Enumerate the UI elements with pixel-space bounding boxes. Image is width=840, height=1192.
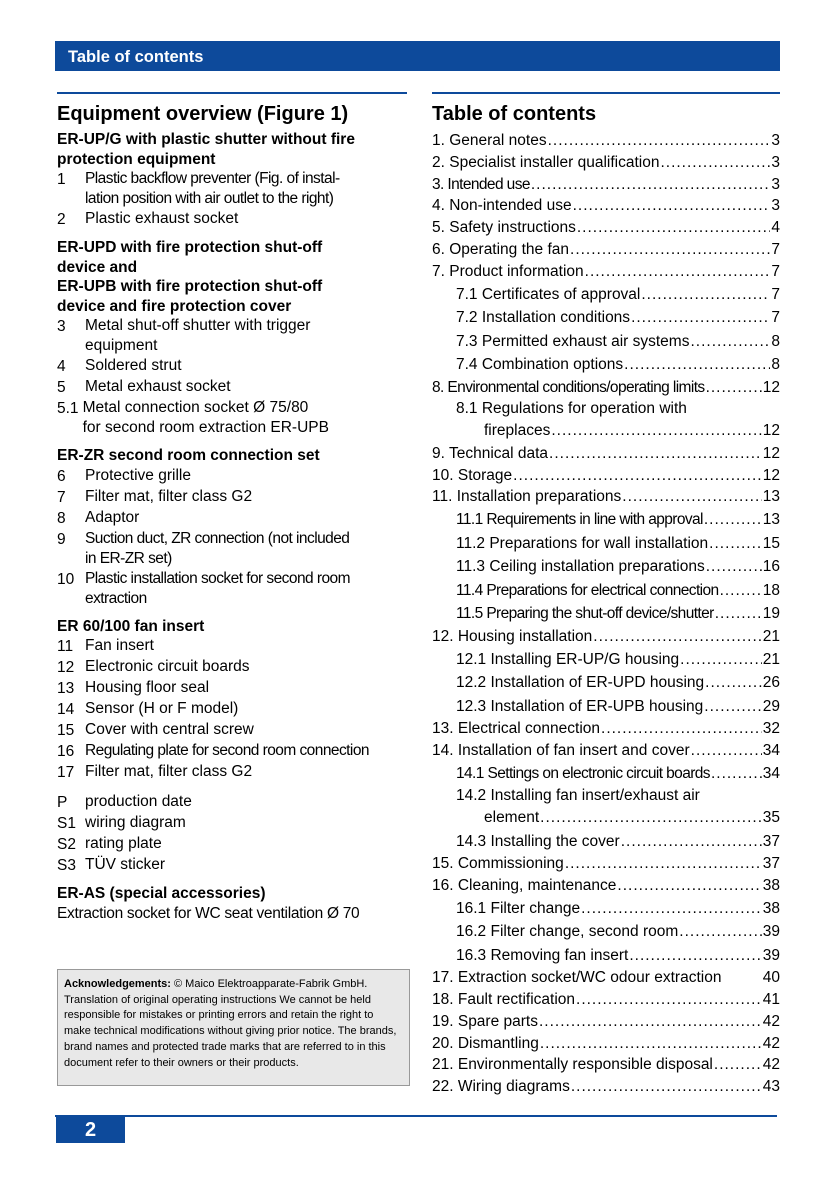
equipment-item — [57, 569, 407, 609]
toc-entry-text: 15. Commissioning — [432, 855, 564, 873]
toc-leader-dots — [570, 239, 770, 261]
equipment-item — [57, 508, 407, 529]
toc-page-number: 13 — [762, 488, 780, 506]
toc-leader-dots — [565, 853, 762, 875]
item-number: 1 — [57, 171, 66, 188]
acknowledgements-label: Acknowledgements: — [64, 978, 171, 990]
item-number: 11 — [57, 638, 74, 655]
item-text-line: Metal shut-off shutter with trigger — [85, 317, 311, 334]
toc-entry[interactable] — [432, 261, 780, 283]
toc-entry[interactable] — [432, 602, 780, 626]
toc-entry[interactable] — [432, 718, 780, 740]
item-number: 14 — [57, 701, 75, 718]
item-text-line: for second room extraction ER-UPB — [82, 419, 329, 436]
item-number: 8 — [57, 509, 66, 527]
toc-leader-dots — [539, 1011, 762, 1033]
toc-page-number: 3 — [771, 153, 780, 171]
legend-item — [57, 855, 407, 876]
item-text — [85, 762, 407, 783]
toc-page-number: 21 — [762, 627, 780, 645]
equipment-groups — [57, 130, 407, 783]
item-text-line: Soldered strut — [85, 357, 182, 374]
item-text — [85, 377, 407, 398]
toc-page-number: 38 — [762, 876, 780, 894]
item-number: 5.1 — [57, 400, 79, 417]
toc-entry-text: 12.3 Installation of ER-UPB housing — [456, 697, 704, 715]
equipment-item — [57, 316, 407, 356]
toc-leader-dots — [660, 152, 770, 174]
item-text — [85, 508, 407, 529]
item-text-line: equipment — [85, 337, 158, 354]
toc-leader-dots — [549, 443, 762, 465]
item-number: 17 — [57, 764, 75, 781]
acknowledgements-box — [57, 969, 410, 1086]
item-text — [85, 741, 407, 762]
toc-entry-text: 1. General notes — [432, 132, 547, 149]
toc-page-number: 34 — [762, 741, 780, 759]
item-number: 13 — [57, 680, 75, 697]
toc-page-number: 7 — [771, 309, 780, 327]
toc-entry-text: 17. Extraction socket/WC odour extraction — [432, 969, 722, 987]
toc-entry-text: 14. Installation of fan insert and cover — [432, 741, 690, 759]
equipment-item — [57, 720, 407, 741]
toc-page-number: 3 — [771, 132, 780, 149]
toc-entry[interactable] — [432, 944, 780, 968]
item-number: 6 — [57, 467, 66, 485]
toc-page-number: 15 — [762, 534, 780, 552]
item-text-line: Metal exhaust socket — [85, 378, 231, 395]
item-text-line: lation position with air outlet to the right) — [85, 190, 334, 207]
toc-entry-text: 11.4 Preparations for electrical connection — [456, 581, 719, 599]
toc-entry[interactable] — [432, 174, 780, 196]
toc-entry-line2 — [456, 419, 780, 443]
toc-entry[interactable] — [432, 239, 780, 261]
toc-leader-dots — [715, 602, 762, 626]
toc-page-number: 12 — [762, 466, 780, 484]
item-text-line: Regulating plate for second room connection — [85, 742, 369, 759]
equipment-item — [57, 487, 407, 508]
toc-entry[interactable] — [432, 532, 780, 556]
toc-entry[interactable] — [432, 626, 780, 648]
toc-entry-text: 16.2 Filter change, second room — [456, 923, 679, 941]
accessories-heading: ER-AS (special accessories) — [57, 885, 266, 902]
equipment-item — [57, 529, 407, 569]
toc-entry[interactable] — [432, 989, 780, 1011]
toc-leader-dots — [548, 130, 771, 152]
item-text-line: Plastic backflow preventer (Fig. of instal- — [85, 170, 340, 187]
toc-page-number: 42 — [762, 1034, 780, 1052]
toc-entry-text: 7. Product information — [432, 262, 584, 280]
toc-entry-text: 10. Storage — [432, 466, 513, 484]
equipment-item — [57, 377, 407, 398]
equipment-item — [57, 169, 407, 209]
toc-entry[interactable] — [432, 283, 780, 307]
equipment-item — [57, 356, 407, 377]
item-text — [85, 466, 407, 487]
item-text — [85, 169, 407, 209]
item-text-line: Adaptor — [85, 508, 140, 526]
toc-leader-dots — [585, 261, 771, 283]
toc-page-number: 3 — [771, 197, 780, 215]
toc-leader-dots — [714, 1054, 762, 1076]
toc-entry-text: 11.3 Ceiling installation preparations — [456, 558, 705, 576]
toc-entry[interactable] — [432, 853, 780, 875]
item-text — [85, 487, 407, 508]
toc-entry[interactable] — [432, 579, 780, 603]
legend-text: rating plate — [85, 835, 162, 852]
toc-leader-dots — [631, 306, 770, 330]
toc-page-number: 34 — [762, 764, 780, 782]
equipment-item — [57, 636, 407, 657]
item-number: 16 — [57, 743, 75, 760]
item-text-line: Suction duct, ZR connection (not included — [85, 529, 350, 547]
toc-page-number: 42 — [762, 1056, 780, 1074]
toc-entry-text-cont: fireplaces — [484, 422, 551, 440]
item-text — [83, 398, 407, 438]
toc-entry[interactable] — [432, 1011, 780, 1033]
toc-entry[interactable] — [432, 967, 780, 989]
legend-code: S2 — [57, 836, 76, 853]
toc-entry-text: 18. Fault rectification — [432, 991, 576, 1009]
toc-leader-dots — [704, 695, 761, 719]
toc-entry-text: 16.3 Removing fan insert — [456, 946, 629, 964]
toc-entry-text: 5. Safety instructions — [432, 219, 576, 237]
item-number: 10 — [57, 570, 75, 588]
toc-entry-text: 11.1 Requirements in line with approval — [456, 511, 703, 529]
item-number: 4 — [57, 358, 66, 375]
item-text-line: Housing floor seal — [85, 679, 210, 696]
toc-entry[interactable] — [432, 486, 780, 508]
toc-entry[interactable] — [432, 398, 780, 443]
toc-page-number: 8 — [771, 332, 780, 350]
toc-entry-text: 14.2 Installing fan insert/exhaust air — [456, 787, 700, 805]
toc-entry-text-cont: element — [484, 809, 540, 827]
toc-page-number: 7 — [771, 285, 780, 303]
toc-entry-text: 12. Housing installation — [432, 627, 593, 645]
item-text-line: Metal connection socket Ø 75/80 — [82, 399, 309, 416]
toc-page-number: 41 — [762, 991, 780, 1009]
item-text — [85, 209, 407, 230]
toc-entry-text: 11.2 Preparations for wall installation — [456, 534, 709, 552]
toc-entry-text: 21. Environmentally responsible disposal — [432, 1056, 713, 1074]
toc-entry-text: 11.5 Preparing the shut-off device/shutter — [456, 605, 714, 623]
equipment-item — [57, 209, 407, 230]
toc-leader-dots — [571, 1076, 762, 1098]
item-text-line: Cover with central screw — [85, 721, 254, 738]
item-text-line: Plastic exhaust socket — [85, 210, 239, 227]
item-number: 3 — [57, 318, 66, 335]
equipment-item — [57, 741, 407, 762]
toc-entry[interactable] — [432, 830, 780, 854]
header-bar — [55, 41, 780, 71]
toc-entry-text: 19. Spare parts — [432, 1012, 538, 1030]
toc-entry-text: 12.2 Installation of ER-UPD housing — [456, 674, 705, 692]
toc-entry[interactable] — [432, 152, 780, 174]
item-text-line: Plastic installation socket for second room — [85, 569, 350, 587]
item-text — [85, 699, 407, 720]
equipment-item — [57, 466, 407, 487]
toc-entry[interactable] — [432, 695, 780, 719]
legend-list — [57, 792, 407, 876]
item-text-line: Filter mat, filter class G2 — [85, 763, 253, 780]
toc-entry[interactable] — [432, 1054, 780, 1076]
toc-entry-text: 16.1 Filter change — [456, 899, 581, 917]
toc-leader-dots — [513, 465, 762, 487]
toc-entry[interactable] — [432, 785, 780, 830]
toc-leader-dots — [617, 875, 761, 897]
equipment-overview-column — [57, 92, 407, 924]
toc-entry[interactable] — [432, 508, 780, 532]
toc-leader-dots — [720, 579, 762, 603]
toc-page-number: 8 — [771, 356, 780, 374]
toc-page-number: 39 — [762, 923, 780, 941]
group-heading-line: device and fire protection cover — [57, 297, 292, 315]
toc-page-number: 21 — [762, 650, 780, 668]
legend-code: S1 — [57, 815, 76, 832]
legend-code: S3 — [57, 857, 76, 874]
equipment-item — [57, 678, 407, 699]
toc-entry-line2 — [456, 806, 780, 830]
equipment-overview-title: Equipment overview (Figure 1) — [57, 103, 349, 125]
item-number: 7 — [57, 488, 66, 506]
toc-entry-text: 11. Installation preparations — [432, 488, 622, 506]
accessories-text: Extraction socket for WC seat ventilation Ø 70 — [57, 904, 360, 922]
toc-list — [432, 130, 780, 1098]
item-text — [85, 529, 407, 569]
item-text — [85, 657, 407, 678]
item-number: 5 — [57, 379, 66, 396]
toc-entry-text: 7.3 Permitted exhaust air systems — [456, 332, 690, 350]
group-heading-line: ER-UP/G with plastic shutter without fire — [57, 131, 355, 148]
toc-entry[interactable] — [432, 762, 780, 786]
equipment-item — [57, 398, 407, 438]
toc-leader-dots — [551, 419, 761, 443]
toc-leader-dots — [680, 648, 762, 672]
group-heading-line: ER-UPB with fire protection shut-off — [57, 278, 323, 295]
toc-entry-text: 12.1 Installing ER-UP/G housing — [456, 650, 680, 668]
legend-item — [57, 792, 407, 813]
toc-entry[interactable] — [432, 920, 780, 944]
toc-entry[interactable] — [432, 443, 780, 465]
toc-entry[interactable] — [432, 1033, 780, 1055]
toc-leader-dots — [641, 283, 770, 307]
toc-page-number: 12 — [762, 444, 780, 462]
item-text — [85, 636, 407, 657]
toc-page-number: 12 — [762, 422, 780, 440]
item-text-line: Protective grille — [85, 466, 191, 484]
legend-item — [57, 834, 407, 855]
equipment-item — [57, 762, 407, 783]
toc-leader-dots — [679, 920, 761, 944]
toc-page-number: 4 — [771, 219, 780, 237]
toc-page-number: 42 — [762, 1012, 780, 1030]
toc-page-number: 7 — [771, 262, 780, 280]
header-title: Table of contents — [68, 48, 204, 66]
equipment-item — [57, 699, 407, 720]
toc-entry[interactable] — [432, 875, 780, 897]
group-heading — [57, 617, 407, 637]
legend-text: production date — [85, 793, 192, 810]
toc-leader-dots — [629, 944, 761, 968]
item-text — [85, 569, 407, 609]
toc-leader-dots — [576, 989, 762, 1011]
toc-entry[interactable] — [432, 377, 780, 399]
toc-entry-text: 8. Environmental conditions/operating limits — [432, 378, 705, 396]
legend-code: P — [57, 794, 68, 811]
toc-page-number: 39 — [762, 946, 780, 964]
toc-page-number: 37 — [762, 855, 780, 873]
toc-entry[interactable] — [432, 648, 780, 672]
acknowledgements-text: © Maico Elektroapparate-Fabrik GmbH. Translation of original operating instructions We cannot be held responsible for mistakes or printing errors and retain the right to make technical modifications without giving prior notice. The brands, brand names and protected trade marks that are referred to in this document refer to their owners or their products. — [64, 978, 397, 1069]
legend-item — [57, 813, 407, 834]
toc-leader-dots — [577, 217, 771, 239]
toc-entry-text: 8.1 Regulations for operation with — [456, 400, 687, 418]
toc-entry[interactable] — [432, 130, 780, 152]
toc-page-number: 7 — [771, 240, 780, 258]
item-text-line: Sensor (H or F model) — [85, 700, 239, 717]
item-text-line: Electronic circuit boards — [85, 658, 250, 675]
toc-page-number: 40 — [762, 969, 780, 987]
group-heading-line: protection equipment — [57, 150, 216, 168]
toc-entry[interactable] — [432, 740, 780, 762]
item-text-line: Fan insert — [85, 637, 154, 654]
group-heading-line: ER-ZR second room connection set — [57, 447, 320, 464]
toc-page-number: 13 — [762, 511, 780, 529]
toc-entry-text: 16. Cleaning, maintenance — [432, 876, 617, 894]
toc-page-number: 16 — [762, 558, 780, 576]
toc-entry[interactable] — [432, 465, 780, 487]
item-text — [85, 316, 407, 356]
toc-leader-dots — [621, 830, 762, 854]
group-heading-line: ER-UPD with fire protection shut-off — [57, 239, 323, 256]
toc-column — [432, 92, 780, 1098]
toc-entry-text: 13. Electrical connection — [432, 720, 601, 738]
group-heading — [57, 238, 407, 316]
toc-entry-text: 14.3 Installing the cover — [456, 832, 620, 850]
equipment-item — [57, 657, 407, 678]
toc-leader-dots — [581, 897, 762, 921]
toc-leader-dots — [593, 626, 761, 648]
toc-entry-text: 7.2 Installation conditions — [456, 309, 631, 327]
toc-entry-text: 3. Intended use — [432, 175, 530, 193]
toc-leader-dots — [624, 353, 770, 377]
toc-leader-dots — [531, 174, 771, 196]
toc-entry[interactable] — [432, 195, 780, 217]
toc-leader-dots — [691, 740, 762, 762]
legend-text: wiring diagram — [85, 814, 186, 831]
toc-entry[interactable] — [432, 555, 780, 579]
group-heading-line: ER 60/100 fan insert — [57, 617, 205, 635]
toc-page-number: 43 — [762, 1078, 780, 1096]
toc-entry-text: 2. Specialist installer qualification — [432, 153, 660, 171]
item-number: 2 — [57, 211, 66, 228]
footer-rule — [55, 1115, 777, 1117]
toc-leader-dots — [705, 671, 762, 695]
toc-entry-text: 7.1 Certificates of approval — [456, 285, 641, 303]
toc-leader-dots — [711, 762, 762, 786]
toc-page-number: 38 — [762, 899, 780, 917]
item-number: 12 — [57, 659, 75, 676]
toc-leader-dots — [540, 1033, 762, 1055]
toc-entry-text: 6. Operating the fan — [432, 240, 570, 258]
toc-entry-text: 20. Dismantling — [432, 1034, 539, 1052]
toc-leader-dots — [706, 377, 762, 399]
toc-leader-dots — [704, 508, 762, 532]
item-text-line: extraction — [85, 589, 147, 607]
toc-entry[interactable] — [432, 306, 780, 330]
toc-page-number: 12 — [762, 378, 780, 396]
toc-entry[interactable] — [432, 353, 780, 377]
toc-page-number: 32 — [762, 720, 780, 738]
group-heading — [57, 130, 407, 169]
toc-entry-text: 14.1 Settings on electronic circuit boards — [456, 764, 710, 782]
toc-entry[interactable] — [432, 217, 780, 239]
group-heading — [57, 446, 407, 466]
toc-title: Table of contents — [432, 103, 597, 125]
item-text-line: Filter mat, filter class G2 — [85, 487, 253, 505]
toc-entry-text: 22. Wiring diagrams — [432, 1078, 570, 1096]
page-number: 2 — [56, 1116, 125, 1143]
toc-leader-dots — [709, 532, 762, 556]
item-text — [85, 678, 407, 699]
toc-page-number: 29 — [762, 697, 780, 715]
toc-entry[interactable] — [432, 330, 780, 354]
toc-entry[interactable] — [432, 1076, 780, 1098]
toc-leader-dots — [706, 555, 762, 579]
item-number: 9 — [57, 530, 66, 548]
item-number: 15 — [57, 722, 75, 739]
item-text — [85, 356, 407, 377]
toc-entry[interactable] — [432, 671, 780, 695]
toc-entry-text: 4. Non-intended use — [432, 197, 572, 215]
toc-leader-dots — [690, 330, 770, 354]
toc-page-number: 35 — [762, 809, 780, 827]
toc-entry-text: 9. Technical data — [432, 444, 549, 462]
toc-entry-text: 7.4 Combination options — [456, 356, 624, 374]
toc-leader-dots — [622, 486, 761, 508]
toc-leader-dots — [540, 806, 762, 830]
toc-page-number: 3 — [771, 175, 780, 193]
toc-entry[interactable] — [432, 897, 780, 921]
toc-page-number: 37 — [762, 832, 780, 850]
group-heading-line: device and — [57, 258, 138, 276]
toc-page-number: 18 — [762, 581, 780, 599]
item-text-line: in ER-ZR set) — [85, 549, 172, 567]
toc-leader-dots — [601, 718, 762, 740]
item-text — [85, 720, 407, 741]
toc-page-number: 19 — [762, 605, 780, 623]
toc-leader-dots — [573, 195, 771, 217]
legend-text: TÜV sticker — [85, 856, 166, 873]
toc-page-number: 26 — [762, 674, 780, 692]
